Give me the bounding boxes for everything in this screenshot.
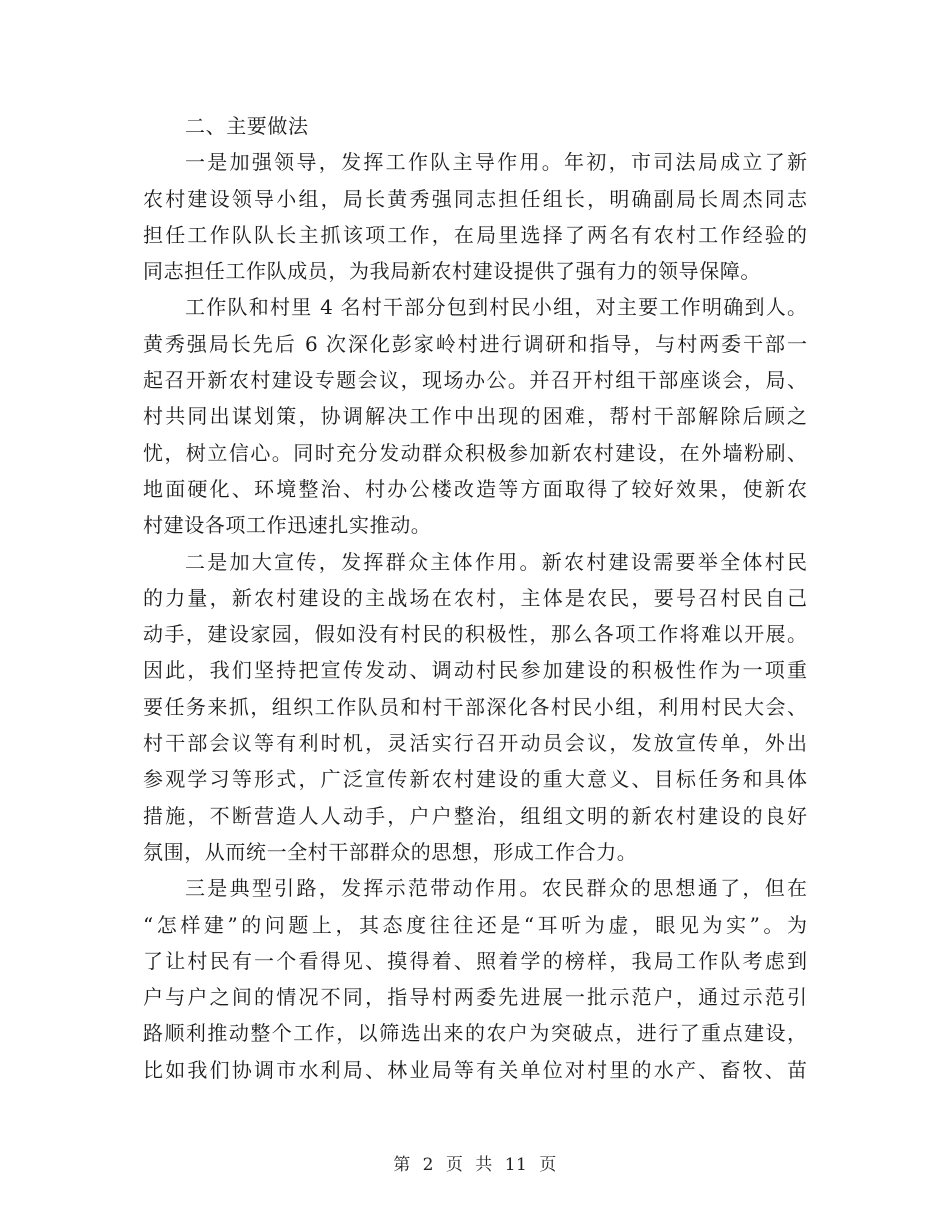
footer-total-label: 共 (475, 1155, 493, 1175)
text-line: 的力量，新农村建设的主战场在农村，主体是农民，要号召村民自己 (143, 585, 807, 610)
text-line: 氛围，从而统一全村干部群众的思想，形成工作合力。 (143, 839, 638, 864)
text-line: “怎样建”的问题上，其态度往往还是“耳听为虚，眼见为实”。为 (143, 912, 807, 937)
text-line: 二、主要做法 (185, 114, 309, 138)
text-line: 三是典型引路，发挥示范带动作用。农民群众的思想通了，但在 (185, 876, 807, 901)
text-line: 户与户之间的情况不同，指导村两委先进展一批示范户，通过示范引 (143, 985, 807, 1010)
footer-page-label: 页 (445, 1155, 464, 1175)
text-line: 村干部会议等有利时机，灵活实行召开动员会议，发放宣传单，外出 (143, 731, 807, 756)
page-footer (0, 1150, 950, 1175)
text-line: 担任工作队队长主抓该项工作，在局里选择了两名有农村工作经验的 (143, 222, 807, 247)
text-line: 一是加强领导，发挥工作队主导作用。年初，市司法局成立了新 (185, 150, 807, 175)
text-line: 措施，不断营造人人动手，户户整治，组组文明的新农村建设的良好 (143, 803, 807, 828)
text-line: 因此，我们坚持把宣传发动、调动村民参加建设的积极性作为一项重 (143, 658, 807, 683)
text-line: 比如我们协调市水利局、林业局等有关单位对村里的水产、畜牧、苗 (143, 1057, 807, 1082)
text-line: 动手，建设家园，假如没有村民的积极性，那么各项工作将难以开展。 (143, 622, 807, 647)
text-line: 农村建设领导小组，局长黄秀强同志担任组长，明确副局长周杰同志 (143, 186, 807, 211)
total-pages-number: 11 (504, 1155, 528, 1175)
footer-suffix: 页 (539, 1155, 557, 1175)
current-page-number: 2 (422, 1155, 434, 1175)
text-line: 了让村民有一个看得见、摸得着、照着学的榜样，我局工作队考虑到 (143, 948, 807, 973)
text-line: 路顺利推动整个工作，以筛选出来的农户为突破点，进行了重点建设， (143, 1021, 807, 1046)
footer-prefix: 第 (393, 1155, 411, 1175)
text-line: 黄秀强局长先后 6 次深化彭家岭村进行调研和指导，与村两委干部一 (143, 331, 807, 356)
text-line: 要任务来抓，组织工作队员和村干部深化各村民小组，利用村民大会、 (143, 694, 807, 719)
text-line: 起召开新农村建设专题会议，现场办公。并召开村组干部座谈会，局、 (143, 368, 807, 393)
document-body (143, 108, 807, 1088)
text-line: 村共同出谋划策，协调解决工作中出现的困难，帮村干部解除后顾之 (143, 404, 807, 429)
text-line: 二是加大宣传，发挥群众主体作用。新农村建设需要举全体村民 (185, 549, 807, 574)
text-line: 地面硬化、环境整治、村办公楼改造等方面取得了较好效果，使新农 (143, 476, 807, 501)
text-line: 村建设各项工作迅速扎实推动。 (143, 513, 432, 538)
text-line: 工作队和村里 4 名村干部分包到村民小组，对主要工作明确到人。 (185, 295, 807, 320)
text-line: 忧，树立信心。同时充分发动群众积极参加新农村建设，在外墙粉刷、 (143, 440, 807, 465)
text-line: 参观学习等形式，广泛宣传新农村建设的重大意义、目标任务和具体 (143, 767, 807, 792)
text-line: 同志担任工作队成员，为我局新农村建设提供了强有力的领导保障。 (143, 259, 761, 284)
